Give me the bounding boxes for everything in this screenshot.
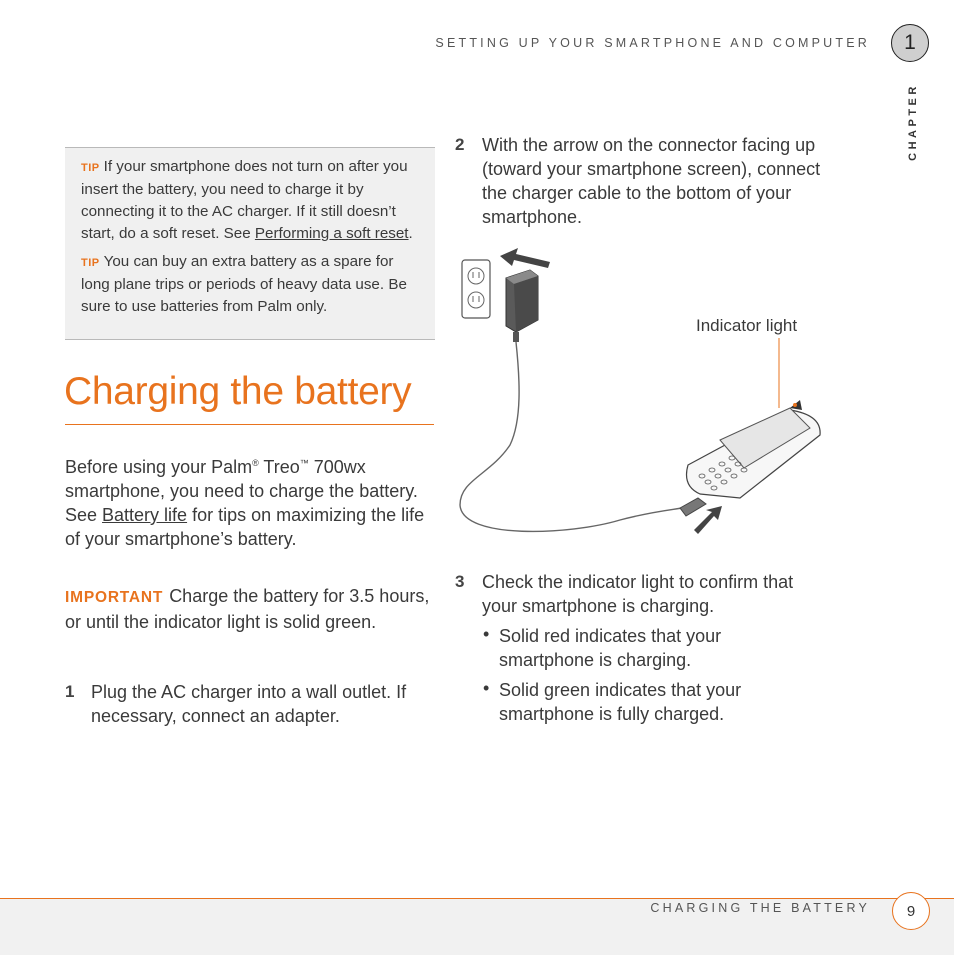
tip-box [65,147,435,340]
tip-label: TIP [81,257,100,269]
charger-illustration [450,240,840,550]
tip-1 [81,156,423,245]
plug-arrow-icon [500,248,550,268]
running-footer: CHARGING THE BATTERY [650,901,870,915]
wall-outlet-icon [462,260,490,318]
step-2-text: With the arrow on the connector facing up (toward your smartphone screen), connect the charger cable to the bottom of your smartphone. [482,135,821,227]
soft-reset-link[interactable]: Performing a soft reset [254,225,409,242]
tip-punct: . [408,225,413,242]
registered-mark: ® [252,458,259,468]
tip-text: If your smartphone does not turn on after you insert the battery, you need to charge it by connecting it to the AC charger. If it still doesn’t start, do a soft reset. See [81,158,408,242]
intro-text: for tips on maximizing the life of your smartphone’s battery. [65,505,425,549]
step-1-text: Plug the AC charger into a wall outlet. If necessary, connect an adapter. [91,682,407,726]
connector-arrow-icon [694,506,722,534]
tip-text: You can buy an extra battery as a spare for long plane trips or periods of heavy data use. Be sure to use batteries from Palm only. [81,253,407,315]
indicator-light-label: Indicator light [696,316,798,335]
smartphone-icon [687,400,821,498]
bullet-charging: Solid red indicates that your smartphone is charging. [499,626,722,670]
tip-label: TIP [81,162,100,174]
chapter-number-badge: 1 [891,24,929,62]
important-label: IMPORTANT [65,589,164,606]
intro-text: 700wx smartphone, you need to charge the battery. See [65,457,418,525]
step-number: 1 [65,682,75,701]
indicator-light-icon [793,403,797,407]
step-3-text: Check the indicator light to confirm that your smartphone is charging. [482,572,794,616]
bullet-dot: • [483,678,490,698]
step-number: 3 [455,572,465,591]
section-title: Charging the battery [64,370,412,413]
bullet-charged: Solid green indicates that your smartphone is fully charged. [499,680,742,724]
page-number: 9 [892,892,930,930]
intro-paragraph [65,451,435,551]
intro-text: Before using your Palm [65,457,253,477]
tip-2 [81,251,423,318]
chapter-side-label: CHAPTER [907,83,919,161]
step-number: 2 [455,135,465,154]
charger-cable [460,342,682,531]
bullet-dot: • [483,624,490,644]
trademark-mark: ™ [299,458,309,468]
battery-life-link[interactable]: Battery life [102,505,188,525]
important-note [65,584,435,634]
running-header: SETTING UP YOUR SMARTPHONE AND COMPUTER [435,36,870,50]
connector-icon [680,498,722,534]
ac-charger-icon [506,270,538,342]
title-rule [65,424,434,425]
important-text: Charge the battery for 3.5 hours, or until the indicator light is solid green. [65,586,430,632]
intro-text: Treo [258,457,300,477]
